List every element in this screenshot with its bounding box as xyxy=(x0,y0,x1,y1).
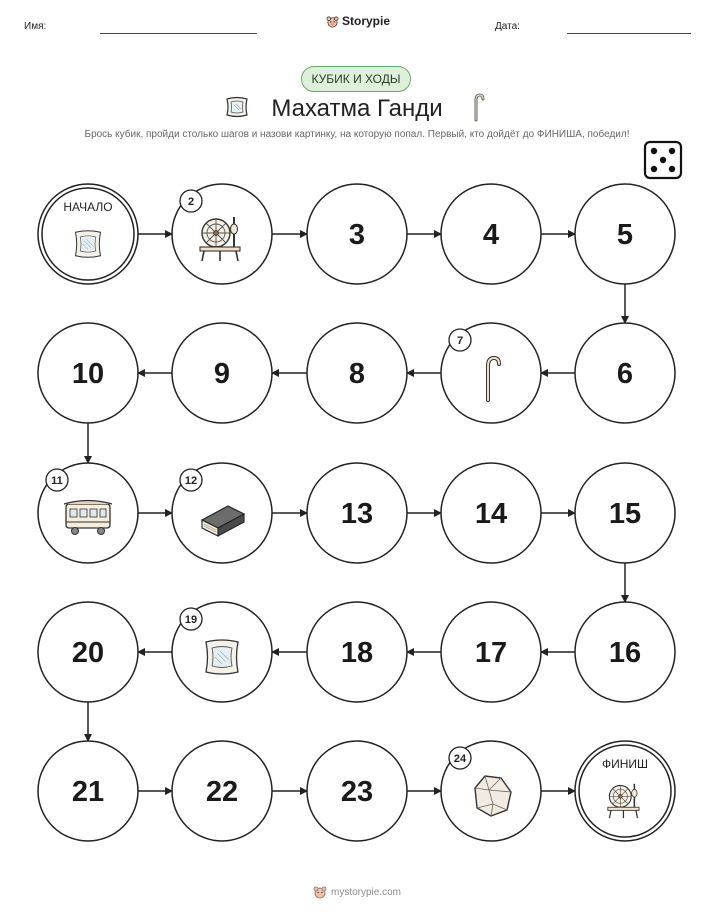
board-cell[interactable] xyxy=(172,602,272,702)
cell-number: 20 xyxy=(71,637,105,669)
cell-number: 16 xyxy=(608,637,642,669)
board-cell[interactable] xyxy=(172,323,272,423)
cell-label: НАЧАЛО xyxy=(63,200,113,214)
mascot-icon xyxy=(313,885,327,899)
board-cell[interactable] xyxy=(575,323,675,423)
board-cell[interactable] xyxy=(575,463,675,563)
board-cell[interactable] xyxy=(575,602,675,702)
cell-number: 18 xyxy=(340,637,374,669)
board-cell[interactable] xyxy=(172,741,272,841)
cell-number: 19 xyxy=(184,614,198,626)
footer-site[interactable]: mystorypie.com xyxy=(330,886,401,898)
board-cell[interactable] xyxy=(575,184,675,284)
board-cell[interactable] xyxy=(441,602,541,702)
board-cell[interactable] xyxy=(307,184,407,284)
cell-number: 9 xyxy=(213,358,231,390)
cloth-icon xyxy=(206,640,238,674)
cell-number: 23 xyxy=(340,776,374,808)
cell-number: 13 xyxy=(340,498,374,530)
board-cell[interactable] xyxy=(307,323,407,423)
cell-number: 14 xyxy=(474,498,508,530)
cell-number: 24 xyxy=(453,753,467,765)
cell-number: 11 xyxy=(51,475,63,487)
board-cell[interactable] xyxy=(307,602,407,702)
cell-number: 5 xyxy=(616,219,634,251)
cell-number: 2 xyxy=(187,196,195,208)
cell-number: 7 xyxy=(456,335,464,347)
cell-number: 8 xyxy=(348,358,366,390)
board-cell[interactable] xyxy=(172,184,272,284)
cell-label: ФИНИШ xyxy=(601,757,649,771)
board-cell[interactable] xyxy=(441,463,541,563)
cell-number: 6 xyxy=(616,358,634,390)
cell-number: 15 xyxy=(608,498,642,530)
finish-cell[interactable] xyxy=(575,741,675,841)
board-cell[interactable] xyxy=(38,463,138,563)
cell-number: 22 xyxy=(205,776,239,808)
board-cell[interactable] xyxy=(441,741,541,841)
cell-number: 12 xyxy=(184,475,198,487)
name-label: Имя: xyxy=(24,21,47,32)
instructions: Брось кубик, пройди столько шагов и назови картинку, на которую попал. Первый, кто дойдёт до ФИНИША, победил! xyxy=(84,129,630,140)
cell-number: 17 xyxy=(474,637,508,669)
cell-number: 21 xyxy=(71,776,105,808)
board-cell[interactable] xyxy=(38,323,138,423)
board-cell[interactable] xyxy=(38,741,138,841)
start-cell[interactable] xyxy=(38,184,138,284)
board-cell[interactable] xyxy=(441,184,541,284)
brand-name: Storypie xyxy=(342,14,391,28)
board-cell[interactable] xyxy=(172,463,272,563)
board-cell[interactable] xyxy=(38,602,138,702)
date-label: Дата: xyxy=(495,21,520,32)
cell-number: 3 xyxy=(348,219,366,251)
cell-number: 4 xyxy=(482,219,500,251)
board-cell[interactable] xyxy=(441,323,541,423)
cloth-icon xyxy=(76,231,101,258)
cell-number: 10 xyxy=(71,358,105,390)
page-title: Махатма Ганди xyxy=(271,95,443,122)
footer xyxy=(0,885,714,899)
game-type-badge: КУБИК И ХОДЫ xyxy=(301,66,411,92)
board-cell[interactable] xyxy=(307,741,407,841)
board-cell[interactable] xyxy=(307,463,407,563)
